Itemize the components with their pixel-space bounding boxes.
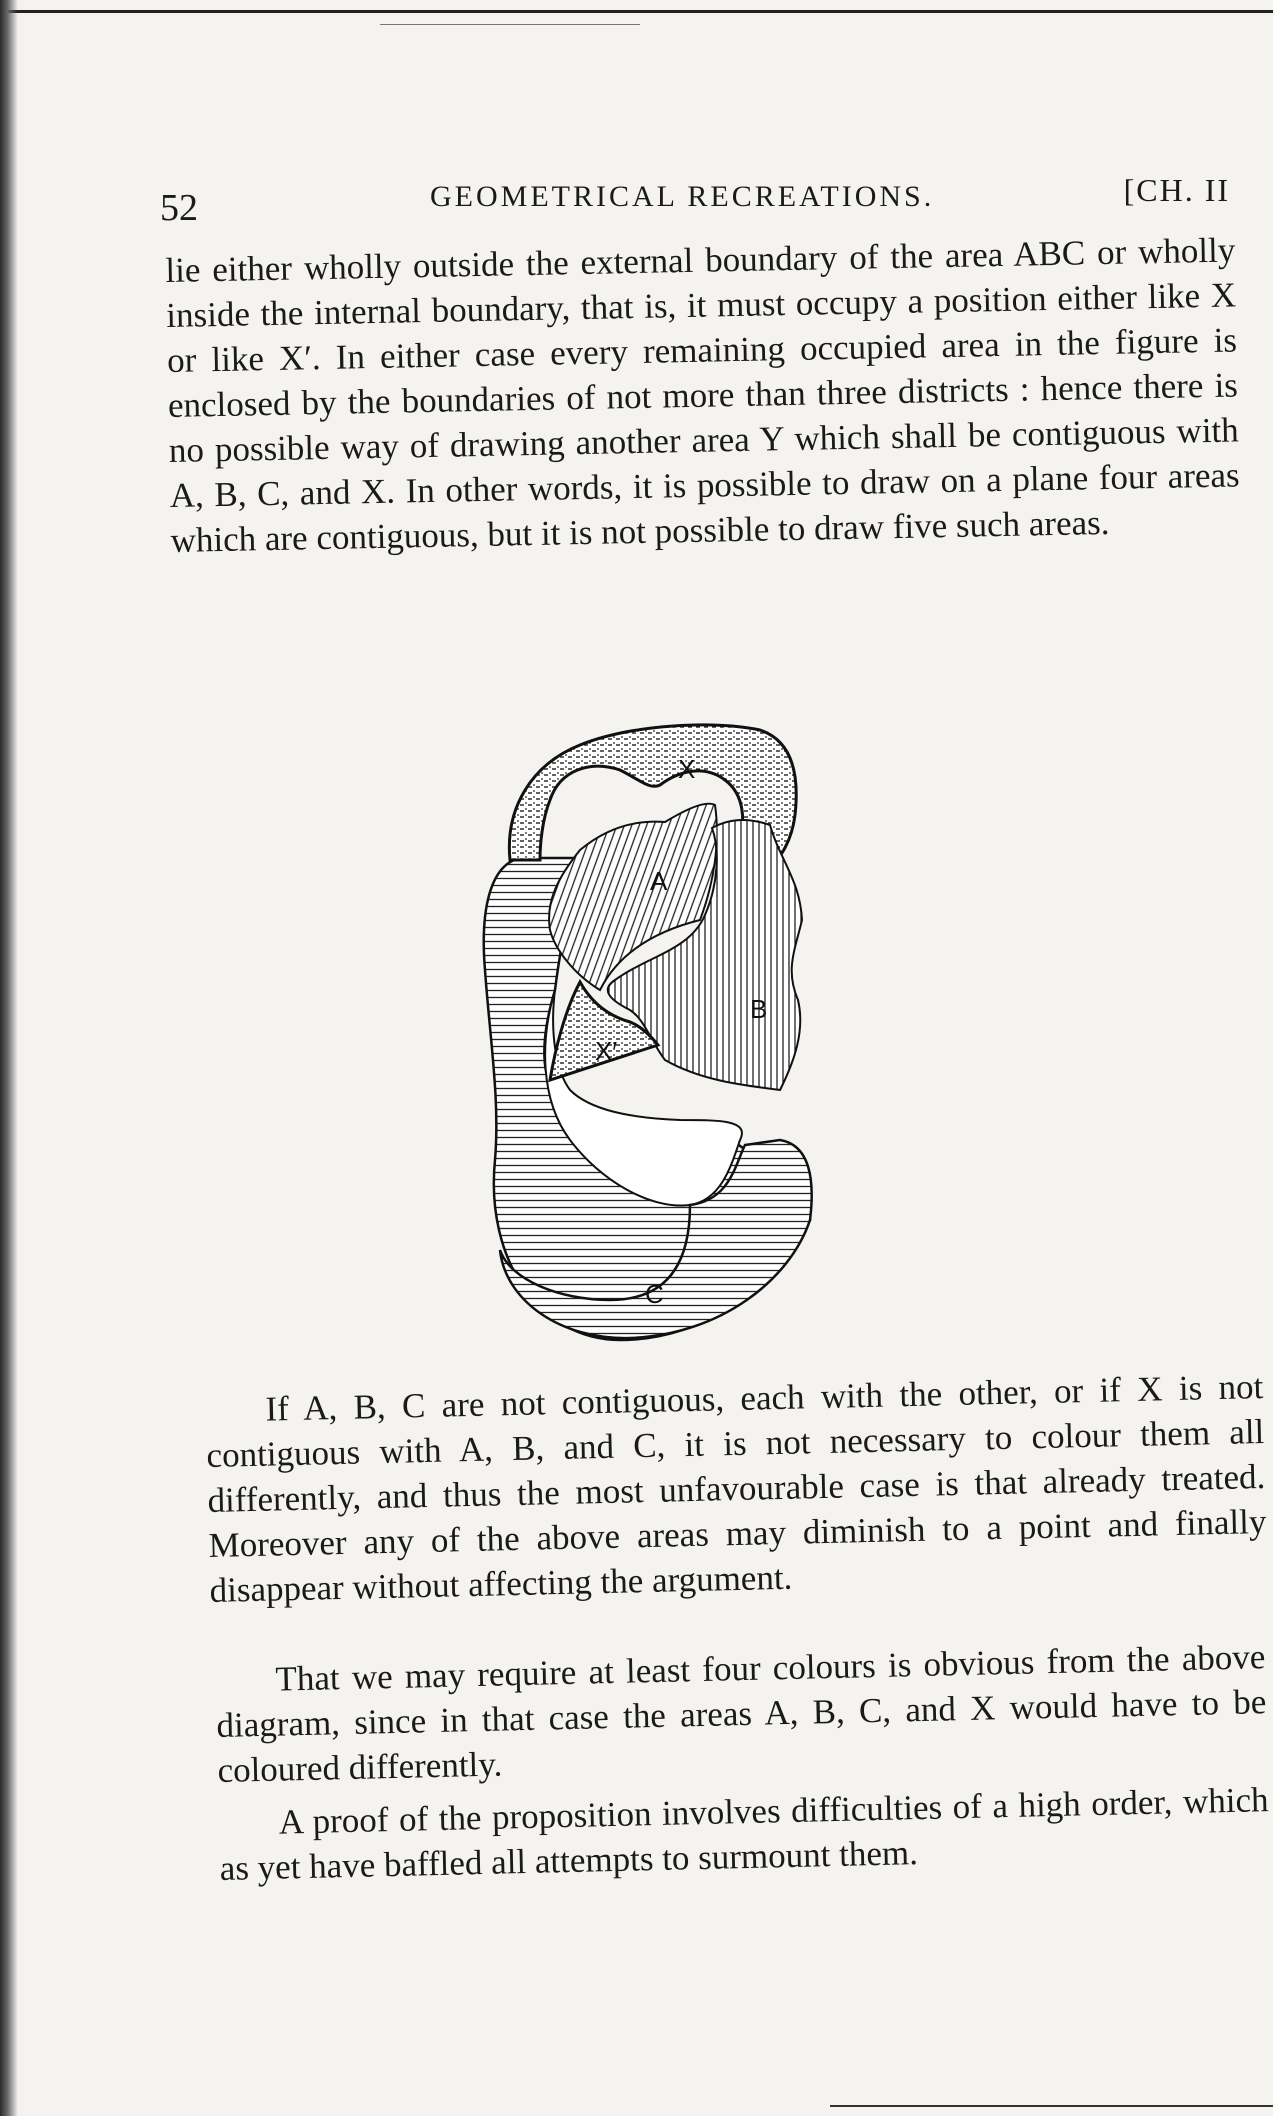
- binding-shadow: [0, 0, 18, 2116]
- paragraph-1: lie either wholly outside the external boundary of the area ABC or wholly inside the internal boundary, that is, it must occupy a position either like X or like X′. In either case every remaining occupied area in the figure is enclosed by the boundaries of not more than three districts : hence there is no possible way of drawing another area Y which shall be contiguous with A, B, C, and X. In other words, it is possible to draw on a plane four areas which are contiguous, but it is not possible to draw five such areas.: [165, 230, 1240, 560]
- running-head: GEOMETRICAL RECREATIONS.: [430, 180, 935, 213]
- paragraph-3: That we may require at least four colours is obvious from the above diagram, since in that case the areas A, B, C, and X would have to be coloured differently.: [216, 1637, 1267, 1790]
- label-x-prime: X′: [595, 1036, 618, 1066]
- label-b: B: [750, 994, 768, 1024]
- text-block-top: [165, 227, 1241, 562]
- paragraph-2: If A, B, C are not contiguous, each with the other, or if X is not contiguous with A, B, and C, it is not necessary to colour them all differently, and thus the most unfavourable case is that already treated. Moreover any of the above areas may diminish to a point and finally disappear without affecting the argument.: [206, 1366, 1267, 1610]
- top-rule: [0, 10, 1273, 13]
- text-block-middle: [205, 1364, 1268, 1613]
- text-block-bottom: [215, 1634, 1270, 1899]
- four-colour-figure: [480, 700, 960, 1360]
- top-rule-thin: [380, 24, 640, 25]
- paragraph-4: A proof of the proposition involves difficulties of a high order, which as yet have baffled all attempts to surmount them.: [219, 1780, 1269, 1888]
- label-x: X: [678, 754, 696, 784]
- page-header: [160, 172, 1230, 232]
- label-a: A: [650, 866, 668, 896]
- page-number: 52: [160, 187, 198, 229]
- label-c: C: [645, 1279, 664, 1309]
- chapter-reference: [CH. II: [1123, 172, 1230, 208]
- bottom-rule: [830, 2105, 1273, 2107]
